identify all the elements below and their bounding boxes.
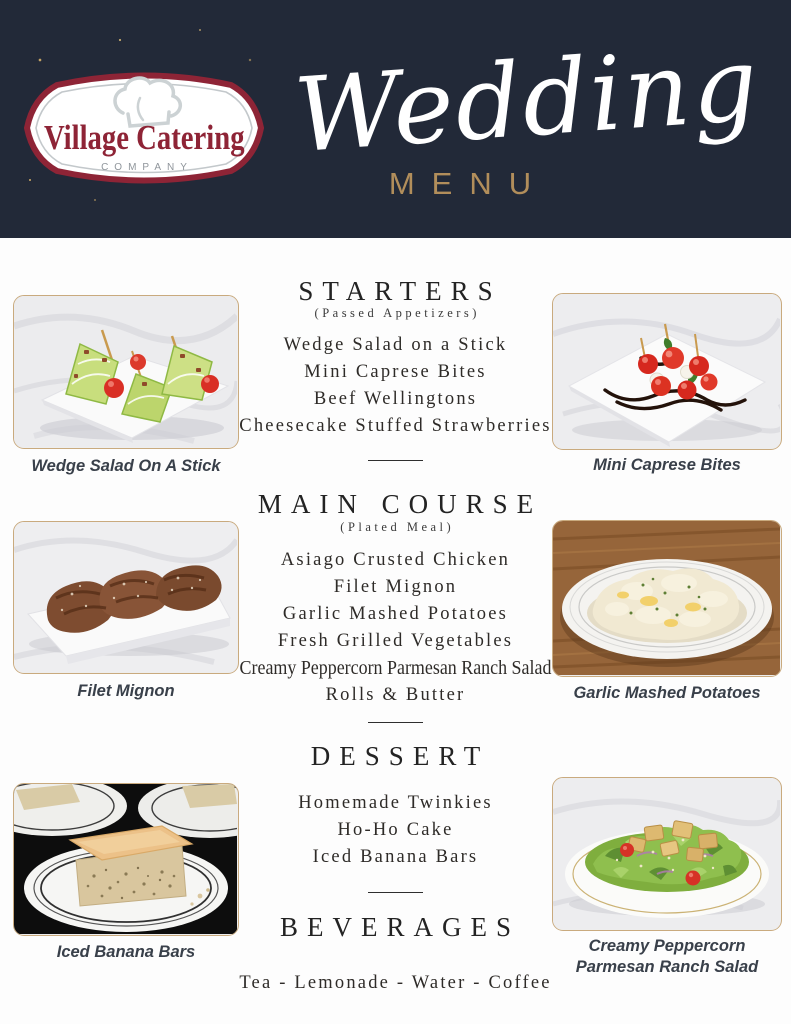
- menu-subtitle: MENU: [388, 166, 549, 201]
- caption-line: Parmesan Ranch Salad: [575, 958, 759, 976]
- beverages-title: BEVERAGES: [279, 912, 520, 942]
- photo-iced-banana-bars: [13, 783, 239, 936]
- menu-item: Garlic Mashed Potatoes: [282, 604, 509, 624]
- starters-subtitle: (Passed Appetizers): [314, 306, 480, 320]
- photo-caption: Garlic Mashed Potatoes: [573, 684, 761, 702]
- main-course-items: [190, 547, 601, 709]
- header-banner: [0, 0, 791, 238]
- menu-item: Asiago Crusted Chicken: [280, 550, 511, 570]
- wedge-salad-image: [14, 296, 237, 447]
- filet-mignon-image: [14, 522, 237, 672]
- ranch-salad-image: [553, 778, 780, 929]
- beverages-line: Tea - Lemonade - Water - Coffee: [239, 973, 552, 993]
- main-course-subtitle: (Plated Meal): [340, 520, 455, 534]
- section-divider: [368, 892, 423, 893]
- brand-name: Village Catering: [43, 118, 245, 157]
- menu-item: Iced Banana Bars: [312, 847, 479, 867]
- menu-item: Rolls & Butter: [325, 685, 466, 705]
- brand-logo: [22, 50, 266, 206]
- section-divider: [368, 722, 423, 723]
- photo-caption: Iced Banana Bars: [56, 943, 196, 961]
- menu-item: Mini Caprese Bites: [304, 362, 487, 382]
- menu-item: Homemade Twinkies: [298, 793, 493, 813]
- iced-banana-bars-image: [14, 784, 237, 934]
- photo-caption: Mini Caprese Bites: [593, 456, 741, 474]
- mini-caprese-image: [553, 294, 780, 448]
- menu-item: Beef Wellingtons: [313, 389, 478, 409]
- dessert-items: [190, 790, 601, 871]
- caption-line: Creamy Peppercorn: [588, 937, 746, 955]
- menu-item: Ho-Ho Cake: [337, 820, 454, 840]
- dessert-title: DESSERT: [310, 741, 490, 771]
- photo-caption: Wedge Salad On A Stick: [31, 457, 221, 475]
- starters-items: [190, 332, 601, 440]
- photo-filet-mignon: [13, 521, 239, 674]
- brand-subname: COMPANY: [101, 162, 193, 173]
- photo-wedge-salad: [13, 295, 239, 449]
- photo-mini-caprese: [552, 293, 782, 450]
- photo-garlic-mashed-potatoes: [552, 520, 782, 677]
- menu-item: Creamy Peppercorn Parmesan Ranch Salad: [239, 658, 552, 679]
- main-course-title: MAIN COURSE: [257, 489, 543, 519]
- menu-item: Cheesecake Stuffed Strawberries: [239, 416, 552, 436]
- menu-item: Fresh Grilled Vegetables: [277, 631, 514, 651]
- photo-caption: [552, 936, 782, 978]
- section-divider: [368, 460, 423, 461]
- photo-caption: Filet Mignon: [77, 682, 175, 700]
- starters-title: STARTERS: [298, 276, 502, 306]
- menu-item: Filet Mignon: [333, 577, 458, 597]
- menu-item: Wedge Salad on a Stick: [283, 335, 508, 355]
- garlic-mashed-potatoes-image: [553, 521, 780, 675]
- photo-ranch-salad: [552, 777, 782, 931]
- script-title: Wedding: [290, 24, 764, 177]
